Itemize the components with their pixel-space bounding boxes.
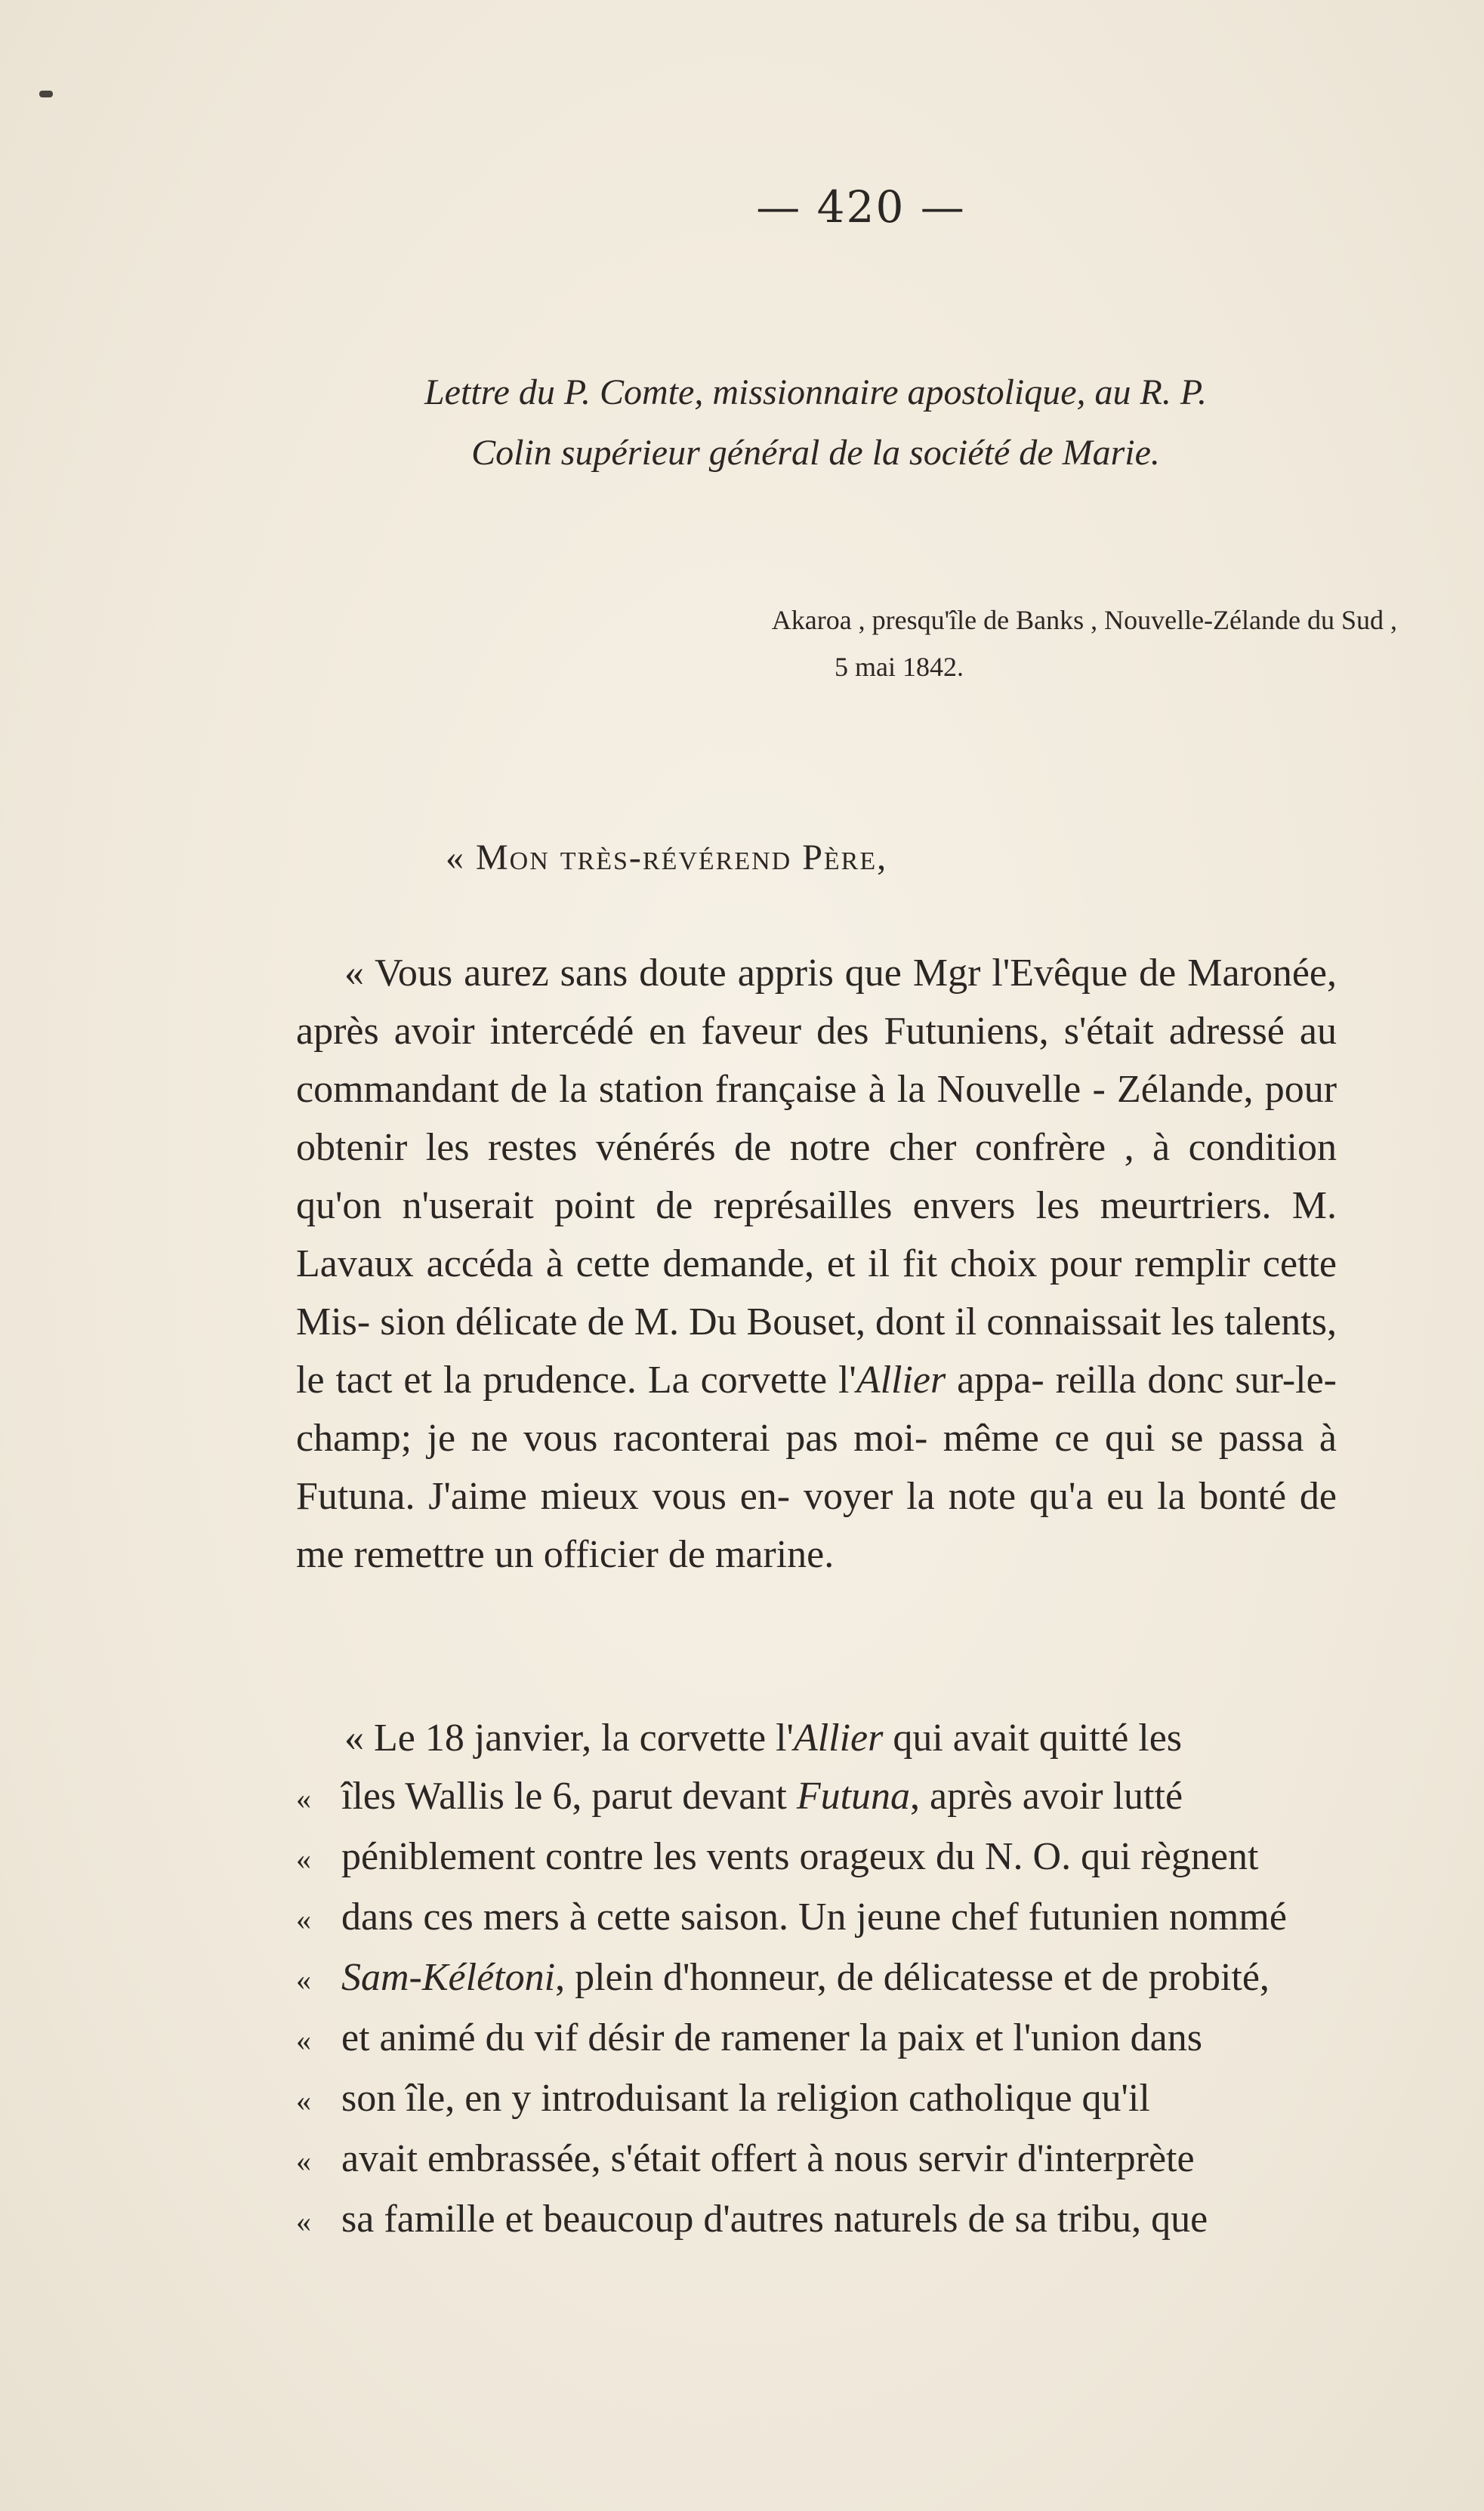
p2-line-8 xyxy=(296,2130,1337,2190)
p2-text: sa famille et beaucoup d'autres naturels de sa tribu, que xyxy=(341,2198,1208,2241)
quote-mark: « xyxy=(296,1963,311,1997)
p1-line: à cette demande, et il fit choix pour remplir cette Mis- xyxy=(296,1242,1337,1343)
p1-line: appa- xyxy=(946,1359,1044,1402)
ship-name: Allier xyxy=(793,1717,884,1760)
p2-line-6 xyxy=(296,2009,1337,2069)
date-line: 5 mai 1842. xyxy=(835,652,964,682)
p1-line: de marine. xyxy=(668,1533,835,1576)
place-line: Akaroa , presqu'île de Banks , Nouvelle-Zélande du Sud , xyxy=(771,605,1397,635)
p1-line: notre cher confrère , à condition qu'on n'userait point xyxy=(296,1126,1337,1227)
p2-text: îles Wallis le 6, parut devant xyxy=(341,1775,797,1818)
p2-line-4 xyxy=(296,1888,1337,1948)
p2-text: , plein d'honneur, de délicatesse et de probité, xyxy=(555,1956,1270,1999)
p1-text: « Vous aurez sans doute appris que Mgr l'Evêque de xyxy=(344,952,1177,995)
quote-mark: « xyxy=(296,2084,311,2118)
p2-text: avait embrassée, s'était offert à nous servir d'interprète xyxy=(341,2137,1195,2180)
p1-line: reilla donc sur-le-champ; je ne vous raconterai pas moi- xyxy=(296,1359,1337,1460)
p2-line-1 xyxy=(296,1709,1337,1767)
p1-line: Maronée, après avoir intercédé en faveur des Futuniens, xyxy=(296,952,1337,1053)
title-line-2: Colin supérieur général de la société de Marie. xyxy=(471,433,1160,473)
quote-mark: « xyxy=(296,2144,311,2178)
p1-line: sion délicate de M. Du Bouset, dont il connaissait les xyxy=(380,1300,1215,1343)
person-name: Sam-Kélétoni xyxy=(341,1956,556,1999)
p2-line-7 xyxy=(296,2069,1337,2130)
p2-text: et animé du vif désir de ramener la paix et l'union dans xyxy=(341,2016,1202,2059)
p1-line: voyer la note qu'a eu la bonté de me remettre un officier xyxy=(296,1475,1337,1576)
p1-line: de représailles envers les meurtriers. M. Lavaux accéda xyxy=(296,1184,1337,1285)
quote-mark: « xyxy=(296,1902,311,1936)
quote-mark: « xyxy=(296,2204,311,2238)
paragraph-2 xyxy=(296,1709,1337,2250)
quote-mark: « xyxy=(296,1842,311,1876)
p2-text: péniblement contre les vents orageux du N. O. qui règnent xyxy=(341,1835,1259,1878)
quote-mark: « xyxy=(296,1781,311,1815)
p1-line: talents, le tact et la prudence. La corvette l' xyxy=(296,1300,1337,1402)
p2-line-9 xyxy=(296,2190,1337,2250)
p1-line: même ce qui se passa à Futuna. J'aime mieux vous en- xyxy=(296,1417,1337,1518)
quote-mark: « xyxy=(296,2023,311,2057)
place-name: Futuna xyxy=(796,1775,911,1818)
p1-line: s'était adressé au commandant de la station française à la xyxy=(296,1010,1337,1111)
letter-title xyxy=(287,362,1344,483)
ship-name: Allier xyxy=(856,1359,946,1402)
salutation: « Mon très-révérend Père, xyxy=(446,838,888,878)
p2-line-5 xyxy=(296,1948,1337,2009)
page-number: — 420 — xyxy=(756,181,966,233)
ink-mark xyxy=(39,91,53,97)
title-line-1: Lettre du P. Comte, missionnaire apostolique, au R. P. xyxy=(424,372,1207,412)
p2-text: « Le 18 janvier, la corvette l' xyxy=(344,1717,794,1760)
paragraph-1 xyxy=(296,944,1337,1584)
p2-text: qui avait quitté les xyxy=(883,1717,1183,1760)
p1-line: Nouvelle - Zélande, pour obtenir les restes vénérés de xyxy=(296,1068,1337,1169)
dateline xyxy=(453,597,1397,690)
p2-line-3 xyxy=(296,1828,1337,1888)
p2-text: , après avoir lutté xyxy=(910,1775,1183,1818)
p2-line-2 xyxy=(296,1767,1337,1828)
p2-text: son île, en y introduisant la religion catholique qu'il xyxy=(341,2077,1150,2120)
p2-text: dans ces mers à cette saison. Un jeune chef futunien nommé xyxy=(341,1896,1287,1939)
